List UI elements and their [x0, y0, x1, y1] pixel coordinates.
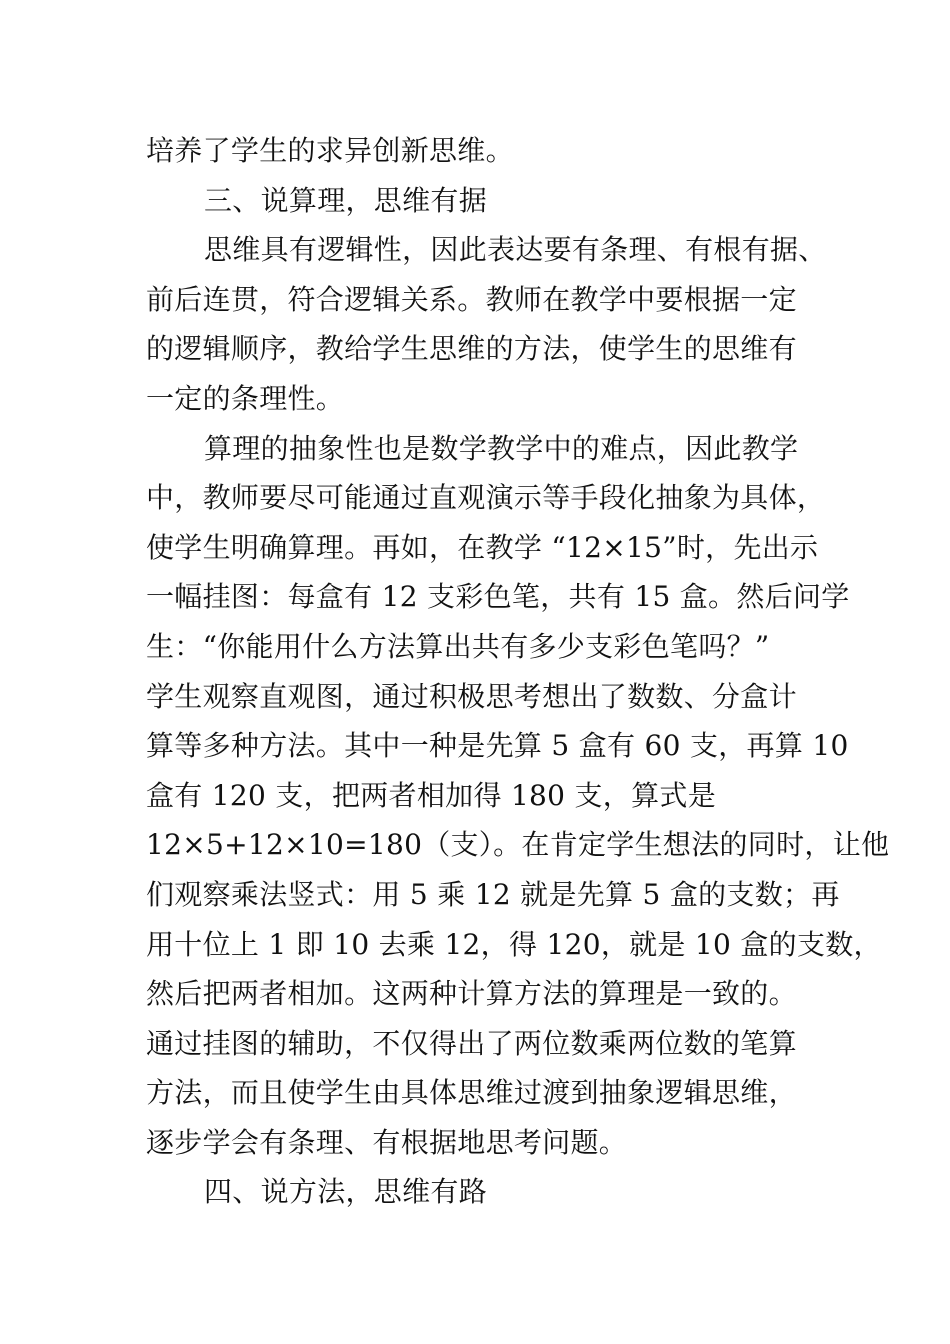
text-line: 生：“你能用什么方法算出共有多少支彩色笔吗？” [146, 629, 770, 663]
text-line: 一幅挂图：每盒有 12 支彩色笔，共有 15 盒。然后问学 [146, 580, 850, 614]
text-line: 方法，而且使学生由具体思维过渡到抽象逻辑思维， [146, 1076, 797, 1110]
text-line: 用十位上 1 即 10 去乘 12，得 120，就是 10 盒的支数， [146, 927, 882, 961]
text-line: 然后把两者相加。这两种计算方法的算理是一致的。 [146, 977, 797, 1011]
text-line: 思维具有逻辑性，因此表达要有条理、有根有据、 [204, 233, 827, 267]
section-heading: 四、说方法，思维有路 [204, 1175, 488, 1209]
text-line: 12×5+12×10=180（支）。在肯定学生想法的同时，让他 [146, 828, 890, 862]
document-page [146, 126, 890, 1217]
text-line: 培养了学生的求异创新思维。 [146, 134, 514, 167]
text-line: 前后连贯，符合逻辑关系。教师在教学中要根据一定 [146, 282, 797, 316]
text-line: 使学生明确算理。再如，在教学 “12×15”时，先出示 [146, 530, 819, 564]
text-line: 算理的抽象性也是数学教学中的难点，因此教学 [204, 431, 799, 465]
text-line: 学生观察直观图，通过积极思考想出了数数、分盒计 [146, 679, 797, 713]
section-heading: 三、说算理，思维有据 [204, 183, 488, 217]
text-line: 通过挂图的辅助，不仅得出了两位数乘两位数的笔算 [146, 1026, 797, 1060]
text-line: 的逻辑顺序，教给学生思维的方法，使学生的思维有 [146, 332, 797, 366]
text-line: 算等多种方法。其中一种是先算 5 盒有 60 支，再算 10 [146, 729, 849, 763]
text-line: 中，教师要尽可能通过直观演示等手段化抽象为具体， [146, 481, 826, 515]
text-line: 逐步学会有条理、有根据地思考问题。 [146, 1125, 628, 1159]
text-line: 们观察乘法竖式：用 5 乘 12 就是先算 5 盒的支数；再 [146, 877, 840, 911]
text-line: 盒有 120 支，把两者相加得 180 支，算式是 [146, 778, 716, 812]
text-line: 一定的条理性。 [146, 381, 345, 415]
